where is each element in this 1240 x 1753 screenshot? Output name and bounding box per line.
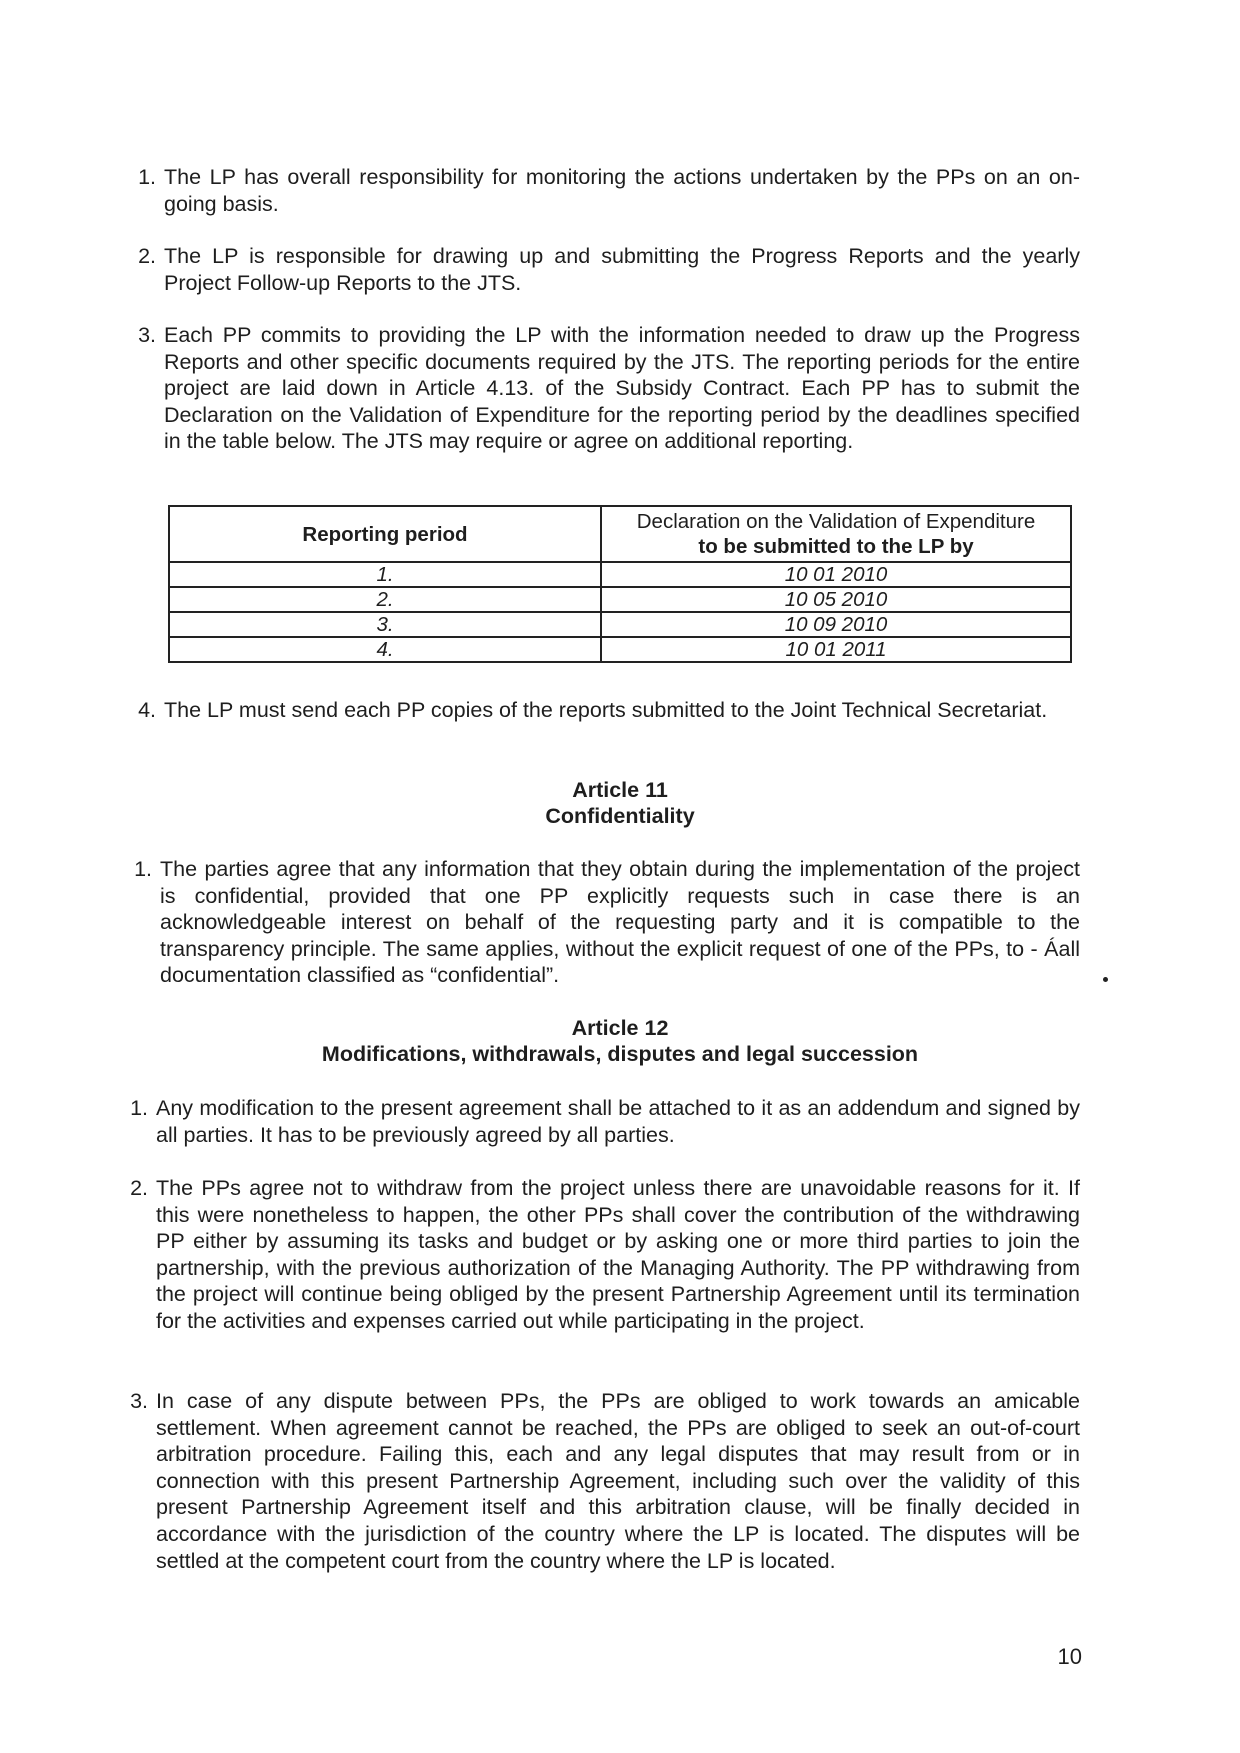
table-row — [169, 612, 1071, 637]
item-number: 2. — [130, 1176, 148, 1200]
column-header-reporting-period: Reporting period — [169, 506, 601, 562]
date-cell: 10 01 2011 — [601, 637, 1071, 662]
item-number: 3. — [138, 323, 156, 347]
list-item — [0, 164, 1240, 220]
date-cell: 10 09 2010 — [601, 612, 1071, 637]
article-title: Modifications, withdrawals, disputes and legal succession — [321, 1042, 919, 1066]
period-cell: 4. — [169, 637, 601, 662]
date-cell: 10 05 2010 — [601, 587, 1071, 612]
list-item — [0, 1175, 1240, 1365]
item-text: The LP has overall responsibility for monitoring the actions undertaken by the PPs on an on-going basis. — [164, 165, 1080, 216]
table-header-row — [169, 506, 1071, 562]
period-cell: 3. — [169, 612, 601, 637]
table-row — [169, 637, 1071, 662]
item-text: Each PP commits to providing the LP with the information needed to draw up the Progress Reports and other specific documents required by the JTS. The reporting periods for the entire project are laid down in Article 4.13. of the Subsidy Contract. Each PP has to submit the Declaration on the Validation of Expenditure for the reporting period by the deadlines specified in the table below. The JTS may require or agree on additional reporting. — [164, 323, 1080, 454]
declaration-header-line1: Declaration on the Validation of Expenditure — [636, 510, 1036, 533]
item-number: 2. — [138, 244, 156, 268]
reporting-period-table — [168, 505, 1072, 663]
item-text: In case of any dispute between PPs, the PPs are obliged to work towards an amicable settlement. When agreement cannot be reached, the PPs are obliged to seek an out-of-court arbitration procedure. Failing this, each and any legal disputes that may result from or in connection with this present Partnership Agreement, including such over the validity of this present Partnership Agreement itself and this arbitration clause, will be finally decided in accordance with the jurisdiction of the country where the LP is located. The disputes will be settled at the competent court from the country where the LP is located. — [156, 1389, 1080, 1573]
list-item — [0, 1388, 1240, 1578]
item-text: The parties agree that any information that they obtain during the implementation of the project is confidential, provided that one PP explicitly requests such in case there is an acknowledgeable interest on behalf of the requesting party and it is compatible to the transparency principle. The same applies, without the explicit request of one of the PPs, to - Áall documentation classified as “confidential”. — [160, 857, 1080, 988]
date-cell: 10 01 2010 — [601, 562, 1071, 587]
item-number: 1. — [138, 165, 156, 189]
list-item — [0, 1095, 1240, 1151]
column-header-declaration — [601, 506, 1071, 562]
table-row — [169, 562, 1071, 587]
list-item — [0, 697, 1240, 753]
period-cell: 2. — [169, 587, 601, 612]
list-item — [0, 243, 1240, 299]
article-number: Article 11 — [572, 778, 668, 802]
article-number: Article 12 — [571, 1016, 669, 1040]
item-number: 4. — [138, 698, 156, 722]
item-text: The LP must send each PP copies of the reports submitted to the Joint Technical Secretariat. — [164, 698, 1048, 722]
list-item — [0, 322, 1240, 462]
item-number: 1. — [130, 1096, 148, 1120]
item-number: 3. — [130, 1389, 148, 1413]
item-text: The LP is responsible for drawing up and submitting the Progress Reports and the yearly Project Follow-up Reports to the JTS. — [164, 244, 1080, 295]
stray-mark — [1103, 977, 1108, 982]
item-number: 1. — [134, 857, 152, 881]
item-text: Any modification to the present agreement shall be attached to it as an addendum and signed by all parties. It has to be previously agreed by all parties. — [156, 1096, 1080, 1147]
item-text: The PPs agree not to withdraw from the project unless there are unavoidable reasons for it. If this were nonetheless to happen, the other PPs shall cover the contribution of the withdrawing PP either by assuming its tasks and budget or by asking one or more third parties to join the partnership, with the previous authorization of the Managing Authority. The PP withdrawing from the project will continue being obliged by the present Partnership Agreement until its termination for the activities and expenses carried out while participating in the project. — [156, 1176, 1080, 1333]
list-item — [0, 856, 1240, 992]
period-cell: 1. — [169, 562, 601, 587]
page-number: 10 — [1057, 1644, 1082, 1669]
declaration-header-line2: to be submitted to the LP by — [698, 535, 974, 558]
table-row — [169, 587, 1071, 612]
article-title: Confidentiality — [545, 804, 695, 828]
